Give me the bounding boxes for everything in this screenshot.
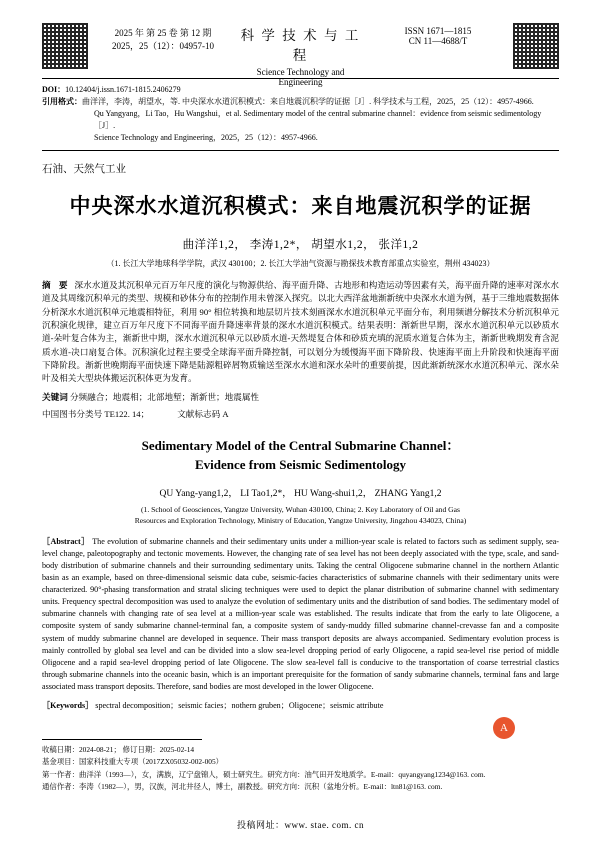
issue-volume: 2025 年 第 25 卷 第 12 期	[114, 28, 212, 38]
keywords-cn-value: 分频融合；地震相；北部地堑；渐新世；地震属性	[69, 391, 260, 402]
title-en-line2: Evidence from Seismic Sedimentology	[195, 457, 406, 472]
abstract-en-label: ［Abstract］	[42, 536, 90, 546]
authors-en: QU Yang-yang1,2， LI Tao1,2*， HU Wang-shui1,2， ZHANG Yang1,2	[159, 488, 442, 499]
citation-line	[42, 96, 559, 108]
citation-label: 引用格式：	[42, 97, 82, 106]
status-badge: A	[493, 717, 515, 739]
masthead	[42, 22, 559, 87]
abstract-en	[42, 536, 559, 694]
issue-info	[88, 22, 238, 52]
citation-en-1: Qu Yangyang，Li Tao，Hu Wangshui，et al. Sedimentary model of the central submarine channel：evidence from seismic sedimentology［J］.	[94, 109, 542, 130]
abstract-cn-body: 深水水道及其沉积单元百万年尺度的演化与物源供给、海平面升降、古地形和构造运动等因素有关，海平面升降的速率对深水水道及其周缘沉积单元的类型、规模和砂体分布的控制作用未曾深入探究。以北大西洋盆地渐新统中央深水水道为例，基于三维地震数据体分析深水水道沉积单元地震相特征，利用 90° 相位转换和地层切片技术刻画深水水道沉积单元平面分布，利用频谱分解技术分析沉积单元沉积演化规律，建立百万年尺度下不同海平面升降速率背景的深水水道沉积模式。结果表明：渐新世早期，深水水道沉积单元以砂质水道-朵叶复合体为主，渐新世中期，深水水道沉积单元以砂质水道-天然堤复合体和砂质充填的泥质水道复合体为主，渐新世晚期发育含泥质水道-决口扇复合体。沉积演化过程主要受全球海平面升降控制，可以划分为缓慢海平面下降阶段、快速海平面上升阶段和快速海平面下降阶段。渐新世晚期海平面快速下降是陆源粗碎屑物质输送至深水水道和深水朵叶的重要前提，因此渐新统深水水道沉积单元、深水朵叶及相关大型块体搬运沉积体更为发育。	[42, 280, 559, 384]
clc-label: 中国图书分类号	[42, 408, 103, 419]
abstract-en-body: The evolution of submarine channels and their sedimentary units under a million-year scale is related to factors such as sediment supply, sea-level change, paleotopography and tectonic movements. However, the changing rate of sea level has not been deeply associated with the type, scale, and sand-body distribution of submarine channels and their surrounding sedimentary units. Taking the central Oligocene submarine channel in the northern Atlantic basin as an example, based on three-dimensional seismic data cube, seismic-facies characteristics of submarine channels with their sedimentary units were characterized. 90°-phasing transformation and stratal slicing techniques were used to depict the planar distribution of submarine channel with sedimentary units. Frequency spectral decomposition was used to analyze the evolution of sedimentary units and the distribution of sand bodies. The sedimentary model of submarine channels with changing rate of sea level at a million-year scale was established. The results indicate that from the early to late Oligocene, a composite system of sandy submarine channel-terminal fan, a composite system of sandy-muddy filled submarine channel-crevasse fan and a composite system of muddy submarine channel are developed in sequence. Their mass transport deposits are always accompanied. Sedimentary evolution process is mainly controlled by global sea level and can be divided into a slow sea-level dropping period of early Oligocene, a rapid sea-level rise period of middle Oligocene and a rapid sea-level dropping period of late Oligocene. The slow sea-level fall is conducive to the transportation of coarse terrestrial clastics through submarine channels into the oceanic basin, which is an important prerequisite for the formation of sandy submarine channels, terminal fans and large associated mass transport deposits. Therefore, sand bodies are most developed in the lower Oligocene.	[42, 536, 559, 692]
title-en-line1: Sedimentary Model of the Central Submarine Channel：	[141, 437, 460, 453]
doi-label: DOI：	[42, 85, 66, 94]
authors-cn: 曲洋洋1,2， 李涛1,2*， 胡望水1,2， 张洋1,2	[182, 239, 419, 251]
footnote-divider	[42, 739, 202, 740]
identifier-info	[363, 22, 513, 46]
doc-code-label: 文献标志码	[177, 408, 221, 419]
doc-code-value: A	[222, 408, 229, 419]
abstract-cn	[42, 279, 559, 386]
footnote-fund: 基金项目：国家科技重大专项（2017ZX05032-002-005）	[42, 757, 224, 767]
doi-value[interactable]: 10.12404/j.issn.1671-1815.2406279	[65, 85, 181, 94]
page-title-en	[42, 436, 559, 475]
cn-number: CN 11—4688/T	[408, 36, 468, 46]
subject-category: 石油、天然气工业	[42, 164, 126, 175]
divider	[42, 150, 559, 151]
qr-code-icon-left	[42, 23, 88, 69]
journal-name	[238, 22, 363, 87]
keywords-en-value: spectral decomposition；seismic facies；nothern gruben；Oligocene；seismic attribute	[95, 701, 384, 711]
affiliation-en	[42, 504, 559, 526]
keywords-en	[42, 700, 559, 711]
submission-url[interactable]: 投稿网址：www. stae. com. cn	[237, 820, 364, 830]
issue-pages: 2025，25（12）：04957-10	[112, 41, 214, 51]
keywords-cn-label: 关键词	[42, 391, 68, 402]
footnote-dates: 收稿日期：2024-08-21； 修订日期：2025-02-14	[42, 745, 195, 755]
doc-code-group	[177, 408, 228, 420]
clc-row	[42, 408, 559, 420]
doi-citation-block	[42, 84, 559, 144]
issn: ISSN 1671—1815	[404, 26, 472, 36]
abstract-cn-label: 摘 要	[42, 280, 71, 290]
citation-cn: 曲洋洋，李涛，胡望水，等. 中央深水水道沉积模式：来自地震沉积学的证据［J］. 科学技术与工程，2025，25（12）：4957-4966.	[82, 97, 534, 106]
keywords-cn	[42, 391, 559, 403]
footnote-corresponding-author: 通信作者：李涛（1982—），男，汉族，河北井径人，博士，副教授。研究方向：沉积（盆地分析。E-mail：ltn81@163. com.	[42, 781, 443, 791]
keywords-en-label: ［Keywords］	[42, 701, 94, 711]
footnotes	[42, 739, 559, 793]
affiliation-en-line2: Resources and Exploration Technology, Ministry of Education, Yangtze University, Jingzhou 434023, China)	[134, 515, 467, 525]
qr-code-icon-right	[513, 23, 559, 69]
journal-title-en: Science Technology and Engineering	[256, 67, 345, 87]
footnote-first-author: 第一作者：曲洋洋（1993—），女，满族，辽宁盘锦人，硕士研究生。研究方向：油气田开发地质学。E-mail：quyangyang1234@163. com.	[42, 769, 486, 779]
citation-en-2: Science Technology and Engineering，2025，25（12）：4957-4966.	[94, 133, 318, 142]
clc-group	[42, 408, 149, 420]
page-title-cn: 中央深水水道沉积模式：来自地震沉积学的证据	[69, 194, 532, 218]
affiliation-en-line1: (1. School of Geosciences, Yangtze University, Wuhan 430100, China; 2. Key Laboratory of Oil and Gas	[141, 504, 460, 514]
affiliation-cn: （1. 长江大学地球科学学院，武汉 430100；2. 长江大学油气资源与勘探技术教育部重点实验室，荆州 434023）	[106, 259, 495, 268]
clc-value: TE122. 14；	[104, 408, 150, 419]
journal-title-cn: 科 学 技 术 与 工 程	[240, 28, 361, 63]
